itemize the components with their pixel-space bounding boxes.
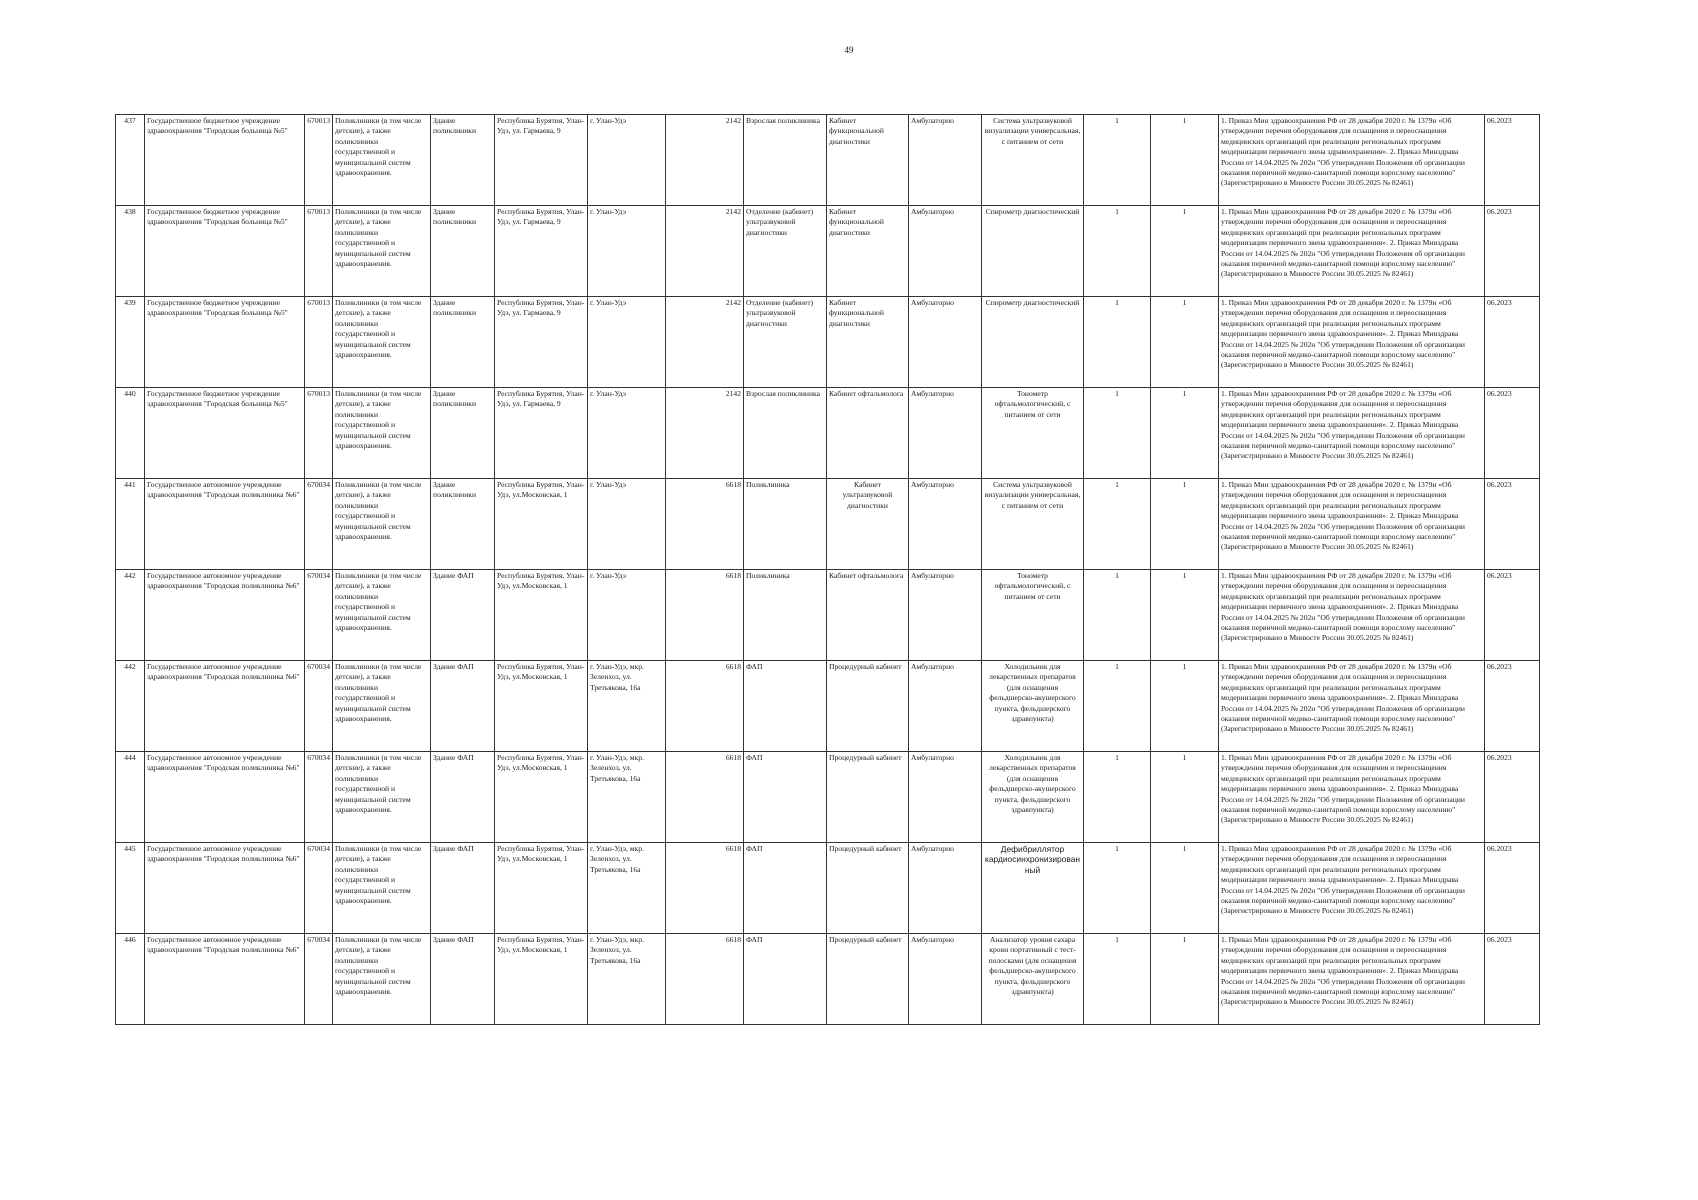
table-row (116, 570, 1540, 661)
care-mode: Амбулаторно (909, 570, 982, 661)
quantity-required: 1 (1084, 752, 1151, 843)
equipment-name: Спирометр диагностический (982, 206, 1084, 297)
delivery-date: 06.2023 (1485, 570, 1540, 661)
locality: г. Улан-Удэ, мкр. Зеленхоз, ул. Третьякова, 16а (588, 752, 666, 843)
facility-type: Поликлиники (в том числе детские), а также поликлиники государственной и муниципальной систем здравоохранения. (333, 570, 431, 661)
organization-name: Государственное автономное учреждение здравоохранения "Городская поликлиника №6" (145, 843, 305, 934)
building-name: Здание поликлиники (431, 479, 495, 570)
delivery-date: 06.2023 (1485, 934, 1540, 1025)
regulatory-documents: 1. Приказ Мин здравоохранения РФ от 28 декабря 2020 г. № 1379н «Об утверждении перечня оборудования для оснащения и переоснащения медицинских организаций при реализации региональных программ модернизации первичного звена здравоохранения». 2. Приказ Минздрава России от 14.04.2025 № 202н "Об утверждении Положения об организации оказания первичной медико-санитарной помощи взрослому населению" (Зарегистрировано в Минюсте России 30.05.2025 № 82461) (1219, 752, 1485, 843)
area-value: 2142 (666, 297, 744, 388)
department-unit: ФАП (744, 752, 827, 843)
table-row (116, 479, 1540, 570)
organization-name: Государственное бюджетное учреждение здравоохранения "Городская больница №5" (145, 388, 305, 479)
locality: г. Улан-Удэ (588, 388, 666, 479)
locality: г. Улан-Удэ, мкр. Зеленхоз, ул. Третьякова, 16а (588, 934, 666, 1025)
organization-code: 670034 (305, 934, 333, 1025)
building-name: Здание поликлиники (431, 115, 495, 206)
organization-code: 670034 (305, 479, 333, 570)
organization-name: Государственное автономное учреждение здравоохранения "Городская поликлиника №6" (145, 752, 305, 843)
equipment-name: Холодильник для лекарственных препаратов (для оснащения фельдшерско-акушерского пункта, фельдшерского здравпункта) (982, 752, 1084, 843)
building-address: Республика Бурятия, Улан-Удэ, ул.Московская, 1 (495, 752, 588, 843)
row-number: 445 (116, 843, 145, 934)
care-mode: Амбулаторно (909, 752, 982, 843)
organization-name: Государственное автономное учреждение здравоохранения "Городская поликлиника №6" (145, 570, 305, 661)
locality: г. Улан-Удэ, мкр. Зеленхоз, ул. Третьякова, 16а (588, 661, 666, 752)
row-number: 442 (116, 570, 145, 661)
area-value: 6618 (666, 752, 744, 843)
department-unit: ФАП (744, 843, 827, 934)
area-value: 6618 (666, 661, 744, 752)
quantity-planned: 1 (1151, 661, 1219, 752)
organization-name: Государственное автономное учреждение здравоохранения "Городская поликлиника №6" (145, 479, 305, 570)
building-address: Республика Бурятия, Улан-Удэ, ул.Московская, 1 (495, 843, 588, 934)
area-value: 2142 (666, 388, 744, 479)
regulatory-documents: 1. Приказ Мин здравоохранения РФ от 28 декабря 2020 г. № 1379н «Об утверждении перечня оборудования для оснащения и переоснащения медицинских организаций при реализации региональных программ модернизации первичного звена здравоохранения». 2. Приказ Минздрава России от 14.04.2025 № 202н "Об утверждении Положения об организации оказания первичной медико-санитарной помощи взрослому населению" (Зарегистрировано в Минюсте России 30.05.2025 № 82461) (1219, 297, 1485, 388)
area-value: 2142 (666, 115, 744, 206)
equipment-name: Дефибриллятор кардиосинхронизированный (982, 843, 1084, 934)
delivery-date: 06.2023 (1485, 661, 1540, 752)
quantity-required: 1 (1084, 388, 1151, 479)
regulatory-documents: 1. Приказ Мин здравоохранения РФ от 28 декабря 2020 г. № 1379н «Об утверждении перечня оборудования для оснащения и переоснащения медицинских организаций при реализации региональных программ модернизации первичного звена здравоохранения». 2. Приказ Минздрава России от 14.04.2025 № 202н "Об утверждении Положения об организации оказания первичной медико-санитарной помощи взрослому населению" (Зарегистрировано в Минюсте России 30.05.2025 № 82461) (1219, 570, 1485, 661)
care-mode: Амбулаторно (909, 843, 982, 934)
delivery-date: 06.2023 (1485, 297, 1540, 388)
building-address: Республика Бурятия, Улан-Удэ, ул.Московская, 1 (495, 934, 588, 1025)
department-unit: Отделение (кабинет) ультразвуковой диагностики (744, 297, 827, 388)
building-name: Здание ФАП (431, 752, 495, 843)
organization-code: 670013 (305, 297, 333, 388)
regulatory-documents: 1. Приказ Мин здравоохранения РФ от 28 декабря 2020 г. № 1379н «Об утверждении перечня оборудования для оснащения и переоснащения медицинских организаций при реализации региональных программ модернизации первичного звена здравоохранения». 2. Приказ Минздрава России от 14.04.2025 № 202н "Об утверждении Положения об организации оказания первичной медико-санитарной помощи взрослому населению" (Зарегистрировано в Минюсте России 30.05.2025 № 82461) (1219, 388, 1485, 479)
quantity-required: 1 (1084, 934, 1151, 1025)
area-value: 2142 (666, 206, 744, 297)
care-mode: Амбулаторно (909, 388, 982, 479)
table-row (116, 206, 1540, 297)
delivery-date: 06.2023 (1485, 388, 1540, 479)
department-unit: Взрослая поликлиника (744, 388, 827, 479)
regulatory-documents: 1. Приказ Мин здравоохранения РФ от 28 декабря 2020 г. № 1379н «Об утверждении перечня оборудования для оснащения и переоснащения медицинских организаций при реализации региональных программ модернизации первичного звена здравоохранения». 2. Приказ Минздрава России от 14.04.2025 № 202н "Об утверждении Положения об организации оказания первичной медико-санитарной помощи взрослому населению" (Зарегистрировано в Минюсте России 30.05.2025 № 82461) (1219, 479, 1485, 570)
delivery-date: 06.2023 (1485, 752, 1540, 843)
locality: г. Улан-Удэ (588, 115, 666, 206)
regulatory-documents: 1. Приказ Мин здравоохранения РФ от 28 декабря 2020 г. № 1379н «Об утверждении перечня оборудования для оснащения и переоснащения медицинских организаций при реализации региональных программ модернизации первичного звена здравоохранения». 2. Приказ Минздрава России от 14.04.2025 № 202н "Об утверждении Положения об организации оказания первичной медико-санитарной помощи взрослому населению" (Зарегистрировано в Минюсте России 30.05.2025 № 82461) (1219, 843, 1485, 934)
quantity-planned: 1 (1151, 570, 1219, 661)
organization-name: Государственное автономное учреждение здравоохранения "Городская поликлиника №6" (145, 661, 305, 752)
room-name: Процедурный кабинет (827, 752, 909, 843)
department-unit: ФАП (744, 661, 827, 752)
department-unit: Взрослая поликлиника (744, 115, 827, 206)
area-value: 6618 (666, 843, 744, 934)
building-address: Республика Бурятия, Улан-Удэ, ул.Московская, 1 (495, 661, 588, 752)
table-row (116, 115, 1540, 206)
care-mode: Амбулаторно (909, 661, 982, 752)
row-number: 442 (116, 661, 145, 752)
locality: г. Улан-Удэ, мкр. Зеленхоз, ул. Третьякова, 16а (588, 843, 666, 934)
row-number: 437 (116, 115, 145, 206)
regulatory-documents: 1. Приказ Мин здравоохранения РФ от 28 декабря 2020 г. № 1379н «Об утверждении перечня оборудования для оснащения и переоснащения медицинских организаций при реализации региональных программ модернизации первичного звена здравоохранения». 2. Приказ Минздрава России от 14.04.2025 № 202н "Об утверждении Положения об организации оказания первичной медико-санитарной помощи взрослому населению" (Зарегистрировано в Минюсте России 30.05.2025 № 82461) (1219, 661, 1485, 752)
quantity-required: 1 (1084, 206, 1151, 297)
organization-name: Государственное бюджетное учреждение здравоохранения "Городская больница №5" (145, 115, 305, 206)
row-number: 444 (116, 752, 145, 843)
table-row (116, 661, 1540, 752)
quantity-planned: 1 (1151, 297, 1219, 388)
department-unit: Поликлиника (744, 479, 827, 570)
care-mode: Амбулаторно (909, 206, 982, 297)
organization-name: Государственное бюджетное учреждение здравоохранения "Городская больница №5" (145, 297, 305, 388)
quantity-planned: 1 (1151, 206, 1219, 297)
equipment-registry-table (115, 114, 1540, 1025)
row-number: 439 (116, 297, 145, 388)
building-address: Республика Бурятия, Улан-Удэ, ул.Московская, 1 (495, 479, 588, 570)
building-address: Республика Бурятия, Улан-Удэ, ул. Гармаева, 9 (495, 115, 588, 206)
equipment-name: Тонометр офтальмологический, с питанием от сети (982, 570, 1084, 661)
delivery-date: 06.2023 (1485, 479, 1540, 570)
building-address: Республика Бурятия, Улан-Удэ, ул. Гармаева, 9 (495, 388, 588, 479)
building-address: Республика Бурятия, Улан-Удэ, ул. Гармаева, 9 (495, 297, 588, 388)
registry-body (116, 115, 1540, 1025)
equipment-name: Система ультразвуковой визуализации универсальная, с питанием от сети (982, 479, 1084, 570)
quantity-required: 1 (1084, 115, 1151, 206)
delivery-date: 06.2023 (1485, 206, 1540, 297)
room-name: Процедурный кабинет (827, 934, 909, 1025)
quantity-required: 1 (1084, 843, 1151, 934)
room-name: Кабинет функциональной диагностики (827, 297, 909, 388)
building-name: Здание ФАП (431, 661, 495, 752)
equipment-name: Тонометр офтальмологический, с питанием от сети (982, 388, 1084, 479)
quantity-required: 1 (1084, 297, 1151, 388)
facility-type: Поликлиники (в том числе детские), а также поликлиники государственной и муниципальной систем здравоохранения. (333, 297, 431, 388)
quantity-required: 1 (1084, 479, 1151, 570)
care-mode: Амбулаторно (909, 934, 982, 1025)
delivery-date: 06.2023 (1485, 115, 1540, 206)
room-name: Кабинет ультразвуковой диагностики (827, 479, 909, 570)
organization-code: 670034 (305, 752, 333, 843)
building-name: Здание ФАП (431, 843, 495, 934)
facility-type: Поликлиники (в том числе детские), а также поликлиники государственной и муниципальной систем здравоохранения. (333, 388, 431, 479)
facility-type: Поликлиники (в том числе детские), а также поликлиники государственной и муниципальной систем здравоохранения. (333, 661, 431, 752)
care-mode: Амбулаторно (909, 297, 982, 388)
organization-code: 670034 (305, 661, 333, 752)
equipment-name: Система ультразвуковой визуализации универсальная, с питанием от сети (982, 115, 1084, 206)
facility-type: Поликлиники (в том числе детские), а также поликлиники государственной и муниципальной систем здравоохранения. (333, 843, 431, 934)
quantity-planned: 1 (1151, 479, 1219, 570)
table-row (116, 388, 1540, 479)
building-address: Республика Бурятия, Улан-Удэ, ул. Гармаева, 9 (495, 206, 588, 297)
quantity-planned: 1 (1151, 934, 1219, 1025)
area-value: 6618 (666, 934, 744, 1025)
room-name: Процедурный кабинет (827, 661, 909, 752)
organization-name: Государственное бюджетное учреждение здравоохранения "Городская больница №5" (145, 206, 305, 297)
building-name: Здание поликлиники (431, 206, 495, 297)
equipment-name: Холодильник для лекарственных препаратов (для оснащения фельдшерско-акушерского пункта, фельдшерского здравпункта) (982, 661, 1084, 752)
table-row (116, 752, 1540, 843)
quantity-required: 1 (1084, 661, 1151, 752)
locality: г. Улан-Удэ (588, 479, 666, 570)
row-number: 441 (116, 479, 145, 570)
quantity-planned: 1 (1151, 388, 1219, 479)
locality: г. Улан-Удэ (588, 570, 666, 661)
room-name: Кабинет офтальмолога (827, 570, 909, 661)
area-value: 6618 (666, 479, 744, 570)
building-name: Здание поликлиники (431, 297, 495, 388)
locality: г. Улан-Удэ (588, 297, 666, 388)
department-unit: Поликлиника (744, 570, 827, 661)
room-name: Процедурный кабинет (827, 843, 909, 934)
table-row (116, 843, 1540, 934)
care-mode: Амбулаторно (909, 115, 982, 206)
delivery-date: 06.2023 (1485, 843, 1540, 934)
quantity-planned: 1 (1151, 752, 1219, 843)
organization-name: Государственное автономное учреждение здравоохранения "Городская поликлиника №6" (145, 934, 305, 1025)
room-name: Кабинет функциональной диагностики (827, 206, 909, 297)
quantity-planned: 1 (1151, 843, 1219, 934)
building-address: Республика Бурятия, Улан-Удэ, ул.Московская, 1 (495, 570, 588, 661)
building-name: Здание ФАП (431, 570, 495, 661)
row-number: 440 (116, 388, 145, 479)
equipment-name: Спирометр диагностический (982, 297, 1084, 388)
room-name: Кабинет функциональной диагностики (827, 115, 909, 206)
organization-code: 670013 (305, 115, 333, 206)
table-row (116, 297, 1540, 388)
row-number: 446 (116, 934, 145, 1025)
organization-code: 670034 (305, 570, 333, 661)
organization-code: 670013 (305, 206, 333, 297)
organization-code: 670013 (305, 388, 333, 479)
regulatory-documents: 1. Приказ Мин здравоохранения РФ от 28 декабря 2020 г. № 1379н «Об утверждении перечня оборудования для оснащения и переоснащения медицинских организаций при реализации региональных программ модернизации первичного звена здравоохранения». 2. Приказ Минздрава России от 14.04.2025 № 202н "Об утверждении Положения об организации оказания первичной медико-санитарной помощи взрослому населению" (Зарегистрировано в Минюсте России 30.05.2025 № 82461) (1219, 206, 1485, 297)
facility-type: Поликлиники (в том числе детские), а также поликлиники государственной и муниципальной систем здравоохранения. (333, 115, 431, 206)
locality: г. Улан-Удэ (588, 206, 666, 297)
area-value: 6618 (666, 570, 744, 661)
facility-type: Поликлиники (в том числе детские), а также поликлиники государственной и муниципальной систем здравоохранения. (333, 479, 431, 570)
facility-type: Поликлиники (в том числе детские), а также поликлиники государственной и муниципальной систем здравоохранения. (333, 934, 431, 1025)
building-name: Здание ФАП (431, 934, 495, 1025)
care-mode: Амбулаторно (909, 479, 982, 570)
page-number: 49 (844, 45, 854, 55)
organization-code: 670034 (305, 843, 333, 934)
room-name: Кабинет офтальмолога (827, 388, 909, 479)
table-row (116, 934, 1540, 1025)
building-name: Здание поликлиники (431, 388, 495, 479)
row-number: 438 (116, 206, 145, 297)
facility-type: Поликлиники (в том числе детские), а также поликлиники государственной и муниципальной систем здравоохранения. (333, 206, 431, 297)
quantity-planned: 1 (1151, 115, 1219, 206)
quantity-required: 1 (1084, 570, 1151, 661)
regulatory-documents: 1. Приказ Мин здравоохранения РФ от 28 декабря 2020 г. № 1379н «Об утверждении перечня оборудования для оснащения и переоснащения медицинских организаций при реализации региональных программ модернизации первичного звена здравоохранения». 2. Приказ Минздрава России от 14.04.2025 № 202н "Об утверждении Положения об организации оказания первичной медико-санитарной помощи взрослому населению" (Зарегистрировано в Минюсте России 30.05.2025 № 82461) (1219, 934, 1485, 1025)
department-unit: ФАП (744, 934, 827, 1025)
equipment-name: Анализатор уровня сахара крови портативный с тест-полосками (для оснащения фельдшерско-акушерского пункта, фельдшерского здравпункта) (982, 934, 1084, 1025)
regulatory-documents: 1. Приказ Мин здравоохранения РФ от 28 декабря 2020 г. № 1379н «Об утверждении перечня оборудования для оснащения и переоснащения медицинских организаций при реализации региональных программ модернизации первичного звена здравоохранения». 2. Приказ Минздрава России от 14.04.2025 № 202н "Об утверждении Положения об организации оказания первичной медико-санитарной помощи взрослому населению" (Зарегистрировано в Минюсте России 30.05.2025 № 82461) (1219, 115, 1485, 206)
facility-type: Поликлиники (в том числе детские), а также поликлиники государственной и муниципальной систем здравоохранения. (333, 752, 431, 843)
department-unit: Отделение (кабинет) ультразвуковой диагностики (744, 206, 827, 297)
